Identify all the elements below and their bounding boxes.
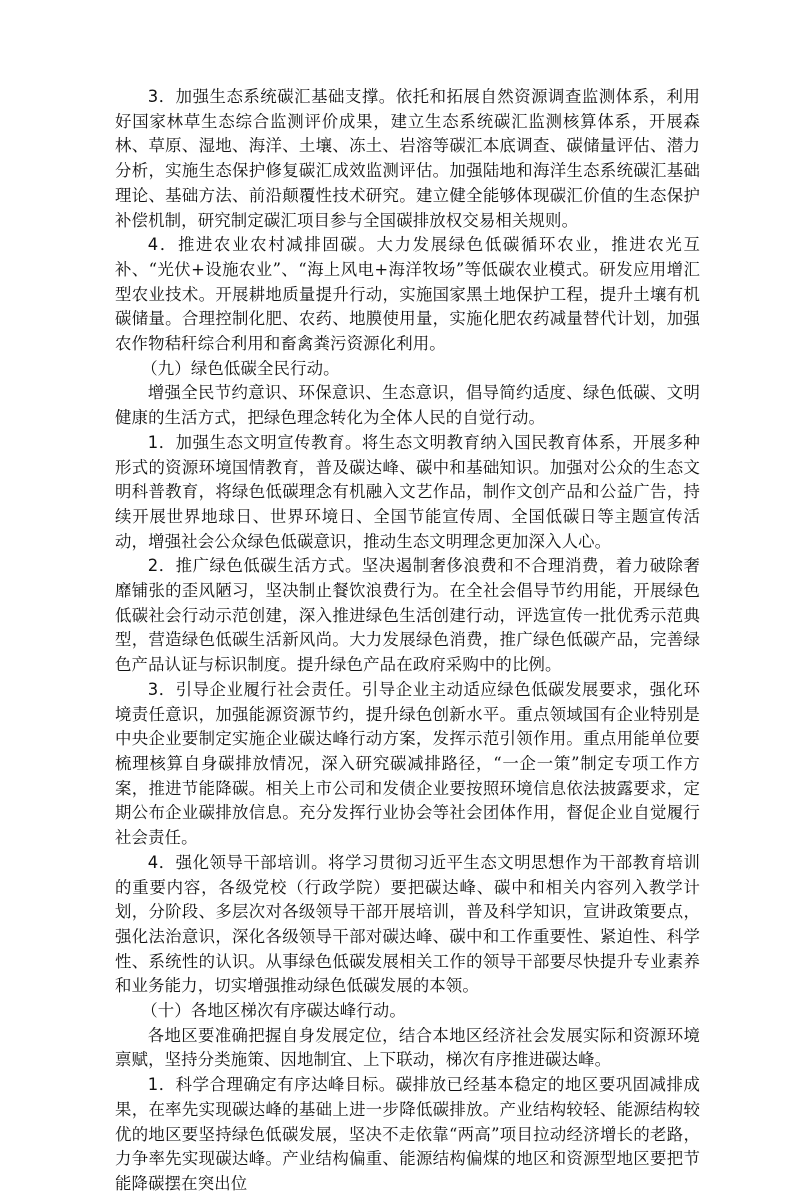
paragraph-lead: 3．引导企业履行社会责任。: [147, 679, 362, 699]
paragraph-peak-targets: [115, 1073, 700, 1197]
paragraph-body: 依托和拓展自然资源调查监测体系，利用好国家林草生态综合监测评价成果，建立生态系统碳汇监测核算体系，开展森林、草原、湿地、海洋、土壤、冻土、岩溶等碳汇本底调查、碳储量评估、潜力分析，实施生态保护修复碳汇成效监测评估。加强陆地和海洋生态系统碳汇基础理论、基础方法、前沿颠覆性技术研究。建立健全能够体现碳汇价值的生态保护补偿机制，研究制定碳汇项目参与全国碳排放权交易相关规则。: [115, 87, 700, 230]
paragraph-lead: 3．加强生态系统碳汇基础支撑。: [147, 87, 396, 106]
paragraph-lead: 4．强化领导干部培训。: [147, 852, 329, 872]
paragraph-body: 将生态文明教育纳入国民教育体系，开展多种形式的资源环境国情教育，普及碳达峰、碳中和基础知识。加强对公众的生态文明科普教育，将绿色低碳理念有机融入文艺作品，制作文创产品和公益广告，持续开展世界地球日、世界环境日、全国节能宣传周、全国低碳日等主题宣传活动，增强社会公众绿色低碳意识，推动生态文明理念更加深入人心。: [115, 432, 700, 551]
paragraph-lead: 4．推进农业农村减排固碳。: [147, 235, 377, 255]
paragraph-lead: 2．推广绿色低碳生活方式。: [147, 556, 362, 576]
paragraph-section-9-intro: [115, 381, 700, 430]
paragraph-section-10-intro: [115, 1024, 700, 1073]
paragraph-body: 碳排放已经基本稳定的地区要巩固减排成果，在率先实现碳达峰的基础上进一步降低碳排放。产业结构较轻、能源结构较优的地区要坚持绿色低碳发展，坚决不走依靠“两高”项目拉动经济增长的老路，力争率先实现碳达峰。产业结构偏重、能源结构偏煤的地区和资源型地区要把节能降碳摆在突出位: [115, 1075, 700, 1193]
paragraph-corporate-responsibility: [115, 678, 700, 851]
section-heading-10: （十）各地区梯次有序碳达峰行动。: [141, 1001, 406, 1021]
paragraph-leader-training: [115, 851, 700, 999]
paragraph-ecosystem-carbon-sink: [115, 85, 700, 233]
document-page: [115, 85, 700, 1197]
paragraph-body: 坚决遏制奢侈浪费和不合理消费，着力破除奢靡铺张的歪风陋习，坚决制止餐饮浪费行为。在全社会倡导节约用能，开展绿色低碳社会行动示范创建，深入推进绿色生活创建行动，评选宣传一批优秀示范典型，营造绿色低碳生活新风尚。大力发展绿色消费，推广绿色低碳产品，完善绿色产品认证与标识制度。提升绿色产品在政府采购中的比例。: [115, 556, 700, 675]
paragraph-body: 引导企业主动适应绿色低碳发展要求，强化环境责任意识，加强能源资源节约，提升绿色创新水平。重点领域国有企业特别是中央企业要制定实施企业碳达峰行动方案，发挥示范引领作用。重点用能单位要梳理核算自身碳排放情况，深入研究碳减排路径，“一企一策”制定专项工作方案，推进节能降碳。相关上市公司和发债企业要按照环境信息依法披露要求，定期公布企业碳排放信息。充分发挥行业协会等社会团体作用，督促企业自觉履行社会责任。: [115, 679, 700, 848]
paragraph-body: 各地区要准确把握自身发展定位，结合本地区经济社会发展实际和资源环境禀赋，坚持分类施策、因地制宜、上下联动，梯次有序推进碳达峰。: [115, 1025, 700, 1070]
paragraph-lead: 1．加强生态文明宣传教育。: [147, 432, 362, 452]
paragraph-green-lifestyle: [115, 554, 700, 678]
paragraph-eco-education: [115, 431, 700, 555]
paragraph-lead: 1．科学合理确定有序达峰目标。: [147, 1075, 396, 1095]
section-heading-9: （九）绿色低碳全民行动。: [141, 358, 340, 378]
paragraph-agriculture-emission: [115, 233, 700, 357]
paragraph-body: 将学习贯彻习近平生态文明思想作为干部教育培训的重要内容，各级党校（行政学院）要把碳达峰、碳中和相关内容列入教学计划，分阶段、多层次对各级领导干部开展培训，普及科学知识，宣讲政策要点，强化法治意识，深化各级领导干部对碳达峰、碳中和工作重要性、紧迫性、科学性、系统性的认识。从事绿色低碳发展相关工作的领导干部要尽快提升专业素养和业务能力，切实增强推动绿色低碳发展的本领。: [115, 852, 700, 996]
paragraph-body: 增强全民节约意识、环保意识、生态意识，倡导简约适度、绿色低碳、文明健康的生活方式，把绿色理念转化为全体人民的自觉行动。: [115, 383, 700, 428]
paragraph-body: 大力发展绿色低碳循环农业，推进农光互补、“光伏+设施农业”、“海上风电+海洋牧场”等低碳农业模式。研发应用增汇型农业技术。开展耕地质量提升行动，实施国家黑土地保护工程，提升土壤有机碳储量。合理控制化肥、农药、地膜使用量，实施化肥农药减量替代计划，加强农作物秸秆综合利用和畜禽粪污资源化利用。: [115, 235, 700, 354]
